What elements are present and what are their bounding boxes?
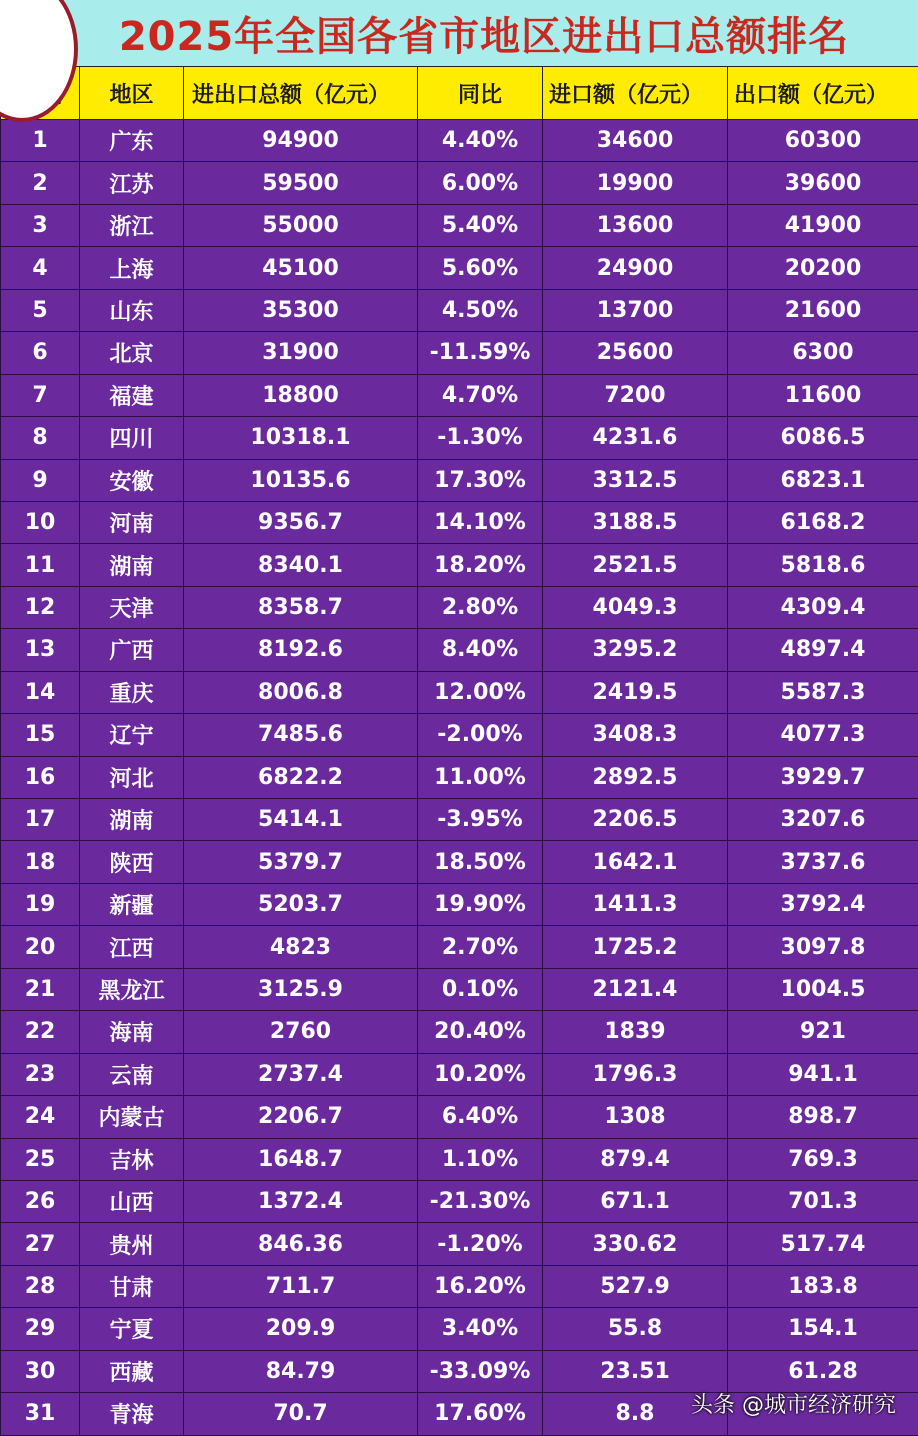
cell-imports: 2892.5: [543, 756, 728, 798]
cell-imports: 2419.5: [543, 671, 728, 713]
cell-imports: 3408.3: [543, 714, 728, 756]
cell-region: 山东: [80, 289, 184, 331]
cell-region: 辽宁: [80, 714, 184, 756]
header-exports: 出口额（亿元）: [728, 67, 918, 120]
cell-total: 35300: [184, 289, 418, 331]
cell-yoy: 14.10%: [418, 501, 543, 543]
table-row: [1, 1223, 918, 1265]
cell-exports: 3737.6: [728, 841, 918, 883]
cell-total: 846.36: [184, 1223, 418, 1265]
cell-region: 安徽: [80, 459, 184, 501]
cell-total: 2760: [184, 1011, 418, 1053]
cell-region: 上海: [80, 247, 184, 289]
table-header-row: [1, 67, 918, 120]
table-row: [1, 247, 918, 289]
cell-yoy: 20.40%: [418, 1011, 543, 1053]
cell-total: 8358.7: [184, 586, 418, 628]
cell-rank: 1: [1, 120, 80, 162]
table-row: [1, 501, 918, 543]
cell-imports: 1308: [543, 1096, 728, 1138]
cell-region: 宁夏: [80, 1308, 184, 1350]
cell-yoy: 5.60%: [418, 247, 543, 289]
cell-total: 9356.7: [184, 501, 418, 543]
cell-imports: 2121.4: [543, 968, 728, 1010]
cell-region: 海南: [80, 1011, 184, 1053]
cell-imports: 3295.2: [543, 629, 728, 671]
cell-rank: 12: [1, 586, 80, 628]
cell-total: 4823: [184, 926, 418, 968]
cell-region: 江苏: [80, 162, 184, 204]
cell-exports: 20200: [728, 247, 918, 289]
cell-exports: 21600: [728, 289, 918, 331]
cell-exports: 5818.6: [728, 544, 918, 586]
cell-exports: 701.3: [728, 1180, 918, 1222]
cell-yoy: 5.40%: [418, 204, 543, 246]
table-row: [1, 883, 918, 925]
cell-region: 新疆: [80, 883, 184, 925]
cell-total: 711.7: [184, 1265, 418, 1307]
table-row: [1, 1053, 918, 1095]
cell-total: 7485.6: [184, 714, 418, 756]
table-row: [1, 1011, 918, 1053]
cell-rank: 9: [1, 459, 80, 501]
cell-region: 内蒙古: [80, 1096, 184, 1138]
cell-imports: 1796.3: [543, 1053, 728, 1095]
table-row: [1, 671, 918, 713]
cell-rank: 16: [1, 756, 80, 798]
table-row: [1, 204, 918, 246]
cell-rank: 28: [1, 1265, 80, 1307]
cell-yoy: -21.30%: [418, 1180, 543, 1222]
cell-yoy: 17.60%: [418, 1393, 543, 1435]
cell-imports: 4049.3: [543, 586, 728, 628]
cell-rank: 5: [1, 289, 80, 331]
cell-rank: 2: [1, 162, 80, 204]
cell-yoy: -11.59%: [418, 332, 543, 374]
cell-rank: 4: [1, 247, 80, 289]
cell-exports: 183.8: [728, 1265, 918, 1307]
cell-yoy: 17.30%: [418, 459, 543, 501]
cell-region: 广西: [80, 629, 184, 671]
cell-exports: 60300: [728, 120, 918, 162]
cell-rank: 19: [1, 883, 80, 925]
cell-total: 18800: [184, 374, 418, 416]
cell-total: 3125.9: [184, 968, 418, 1010]
cell-exports: 6300: [728, 332, 918, 374]
cell-rank: 23: [1, 1053, 80, 1095]
cell-total: 10135.6: [184, 459, 418, 501]
cell-exports: 517.74: [728, 1223, 918, 1265]
cell-rank: 3: [1, 204, 80, 246]
cell-imports: 13700: [543, 289, 728, 331]
cell-total: 1648.7: [184, 1138, 418, 1180]
cell-yoy: 6.40%: [418, 1096, 543, 1138]
cell-rank: 29: [1, 1308, 80, 1350]
cell-total: 1372.4: [184, 1180, 418, 1222]
cell-region: 吉林: [80, 1138, 184, 1180]
cell-exports: 11600: [728, 374, 918, 416]
table-row: [1, 1096, 918, 1138]
cell-rank: 31: [1, 1393, 80, 1435]
table-row: [1, 714, 918, 756]
cell-rank: 18: [1, 841, 80, 883]
cell-total: 84.79: [184, 1350, 418, 1392]
cell-rank: 6: [1, 332, 80, 374]
cell-yoy: 4.40%: [418, 120, 543, 162]
cell-rank: 17: [1, 799, 80, 841]
table-row: [1, 1180, 918, 1222]
cell-exports: 3929.7: [728, 756, 918, 798]
cell-total: 2737.4: [184, 1053, 418, 1095]
cell-imports: 671.1: [543, 1180, 728, 1222]
table-row: [1, 120, 918, 162]
cell-total: 2206.7: [184, 1096, 418, 1138]
cell-total: 10318.1: [184, 417, 418, 459]
cell-exports: 6823.1: [728, 459, 918, 501]
cell-region: 天津: [80, 586, 184, 628]
cell-imports: 3188.5: [543, 501, 728, 543]
cell-region: 云南: [80, 1053, 184, 1095]
cell-total: 5203.7: [184, 883, 418, 925]
cell-yoy: 16.20%: [418, 1265, 543, 1307]
cell-rank: 8: [1, 417, 80, 459]
cell-exports: 41900: [728, 204, 918, 246]
cell-region: 贵州: [80, 1223, 184, 1265]
cell-exports: 6086.5: [728, 417, 918, 459]
cell-rank: 14: [1, 671, 80, 713]
cell-yoy: -1.20%: [418, 1223, 543, 1265]
table-row: [1, 162, 918, 204]
cell-rank: 21: [1, 968, 80, 1010]
cell-imports: 4231.6: [543, 417, 728, 459]
cell-rank: 15: [1, 714, 80, 756]
cell-yoy: -33.09%: [418, 1350, 543, 1392]
cell-total: 8006.8: [184, 671, 418, 713]
cell-yoy: -2.00%: [418, 714, 543, 756]
cell-rank: 24: [1, 1096, 80, 1138]
cell-rank: 20: [1, 926, 80, 968]
cell-region: 湖南: [80, 799, 184, 841]
cell-imports: 330.62: [543, 1223, 728, 1265]
cell-total: 5414.1: [184, 799, 418, 841]
cell-yoy: 19.90%: [418, 883, 543, 925]
cell-imports: 1839: [543, 1011, 728, 1053]
cell-exports: 4309.4: [728, 586, 918, 628]
cell-region: 重庆: [80, 671, 184, 713]
cell-yoy: 2.70%: [418, 926, 543, 968]
table-row: [1, 926, 918, 968]
cell-exports: 3097.8: [728, 926, 918, 968]
cell-region: 浙江: [80, 204, 184, 246]
cell-imports: 1642.1: [543, 841, 728, 883]
cell-imports: 7200: [543, 374, 728, 416]
cell-yoy: 18.20%: [418, 544, 543, 586]
cell-imports: 25600: [543, 332, 728, 374]
cell-rank: 13: [1, 629, 80, 671]
cell-imports: 19900: [543, 162, 728, 204]
cell-yoy: 8.40%: [418, 629, 543, 671]
cell-exports: 941.1: [728, 1053, 918, 1095]
ranking-table: [0, 66, 918, 1436]
cell-imports: 2521.5: [543, 544, 728, 586]
table-row: [1, 1265, 918, 1307]
cell-total: 55000: [184, 204, 418, 246]
table-row: [1, 1138, 918, 1180]
header-imports: 进口额（亿元）: [543, 67, 728, 120]
table-row: [1, 968, 918, 1010]
cell-region: 北京: [80, 332, 184, 374]
table-row: [1, 1308, 918, 1350]
cell-total: 5379.7: [184, 841, 418, 883]
cell-imports: 13600: [543, 204, 728, 246]
table-row: [1, 417, 918, 459]
cell-yoy: -3.95%: [418, 799, 543, 841]
cell-region: 山西: [80, 1180, 184, 1222]
cell-imports: 879.4: [543, 1138, 728, 1180]
page-title: 2025年全国各省市地区进出口总额排名: [69, 5, 849, 62]
cell-region: 青海: [80, 1393, 184, 1435]
cell-imports: 24900: [543, 247, 728, 289]
table-row: [1, 289, 918, 331]
cell-total: 45100: [184, 247, 418, 289]
cell-region: 江西: [80, 926, 184, 968]
table-row: [1, 756, 918, 798]
cell-exports: 4897.4: [728, 629, 918, 671]
cell-exports: 39600: [728, 162, 918, 204]
cell-yoy: -1.30%: [418, 417, 543, 459]
cell-yoy: 6.00%: [418, 162, 543, 204]
cell-region: 四川: [80, 417, 184, 459]
cell-imports: 55.8: [543, 1308, 728, 1350]
table-row: [1, 841, 918, 883]
table-row: [1, 459, 918, 501]
cell-yoy: 12.00%: [418, 671, 543, 713]
cell-exports: 6168.2: [728, 501, 918, 543]
cell-yoy: 11.00%: [418, 756, 543, 798]
cell-total: 59500: [184, 162, 418, 204]
header-yoy: 同比: [418, 67, 543, 120]
cell-rank: 27: [1, 1223, 80, 1265]
cell-total: 6822.2: [184, 756, 418, 798]
cell-exports: 3207.6: [728, 799, 918, 841]
cell-rank: 7: [1, 374, 80, 416]
cell-exports: 154.1: [728, 1308, 918, 1350]
cell-imports: 2206.5: [543, 799, 728, 841]
cell-imports: 34600: [543, 120, 728, 162]
cell-exports: 898.7: [728, 1096, 918, 1138]
cell-imports: 3312.5: [543, 459, 728, 501]
cell-rank: 10: [1, 501, 80, 543]
cell-region: 福建: [80, 374, 184, 416]
cell-total: 209.9: [184, 1308, 418, 1350]
cell-imports: 8.8: [543, 1393, 728, 1435]
table-body: [1, 120, 918, 1436]
title-banner: [0, 0, 918, 66]
cell-yoy: 4.70%: [418, 374, 543, 416]
cell-total: 70.7: [184, 1393, 418, 1435]
cell-rank: 30: [1, 1350, 80, 1392]
watermark: 头条 @城市经济研究: [691, 1388, 896, 1419]
cell-yoy: 2.80%: [418, 586, 543, 628]
table-row: [1, 629, 918, 671]
cell-total: 94900: [184, 120, 418, 162]
cell-total: 31900: [184, 332, 418, 374]
cell-region: 黑龙江: [80, 968, 184, 1010]
table-row: [1, 586, 918, 628]
cell-rank: 25: [1, 1138, 80, 1180]
table-row: [1, 332, 918, 374]
table-row: [1, 1350, 918, 1392]
cell-exports: 4077.3: [728, 714, 918, 756]
cell-yoy: 4.50%: [418, 289, 543, 331]
cell-total: 8192.6: [184, 629, 418, 671]
cell-yoy: 1.10%: [418, 1138, 543, 1180]
cell-imports: 527.9: [543, 1265, 728, 1307]
cell-region: 陕西: [80, 841, 184, 883]
cell-exports: 769.3: [728, 1138, 918, 1180]
cell-yoy: 18.50%: [418, 841, 543, 883]
cell-region: 湖南: [80, 544, 184, 586]
cell-imports: 1725.2: [543, 926, 728, 968]
cell-region: 河北: [80, 756, 184, 798]
cell-region: 河南: [80, 501, 184, 543]
cell-exports: 3792.4: [728, 883, 918, 925]
cell-yoy: 10.20%: [418, 1053, 543, 1095]
cell-imports: 1411.3: [543, 883, 728, 925]
cell-region: 甘肃: [80, 1265, 184, 1307]
table-row: [1, 544, 918, 586]
cell-rank: 11: [1, 544, 80, 586]
cell-imports: 23.51: [543, 1350, 728, 1392]
cell-exports: 5587.3: [728, 671, 918, 713]
table-row: [1, 799, 918, 841]
table-row: [1, 374, 918, 416]
cell-region: 西藏: [80, 1350, 184, 1392]
header-region: 地区: [80, 67, 184, 120]
cell-total: 8340.1: [184, 544, 418, 586]
cell-yoy: 0.10%: [418, 968, 543, 1010]
cell-yoy: 3.40%: [418, 1308, 543, 1350]
header-total: 进出口总额（亿元）: [184, 67, 418, 120]
cell-rank: 26: [1, 1180, 80, 1222]
cell-region: 广东: [80, 120, 184, 162]
cell-exports: 921: [728, 1011, 918, 1053]
cell-exports: 61.28: [728, 1350, 918, 1392]
cell-rank: 22: [1, 1011, 80, 1053]
cell-exports: 1004.5: [728, 968, 918, 1010]
